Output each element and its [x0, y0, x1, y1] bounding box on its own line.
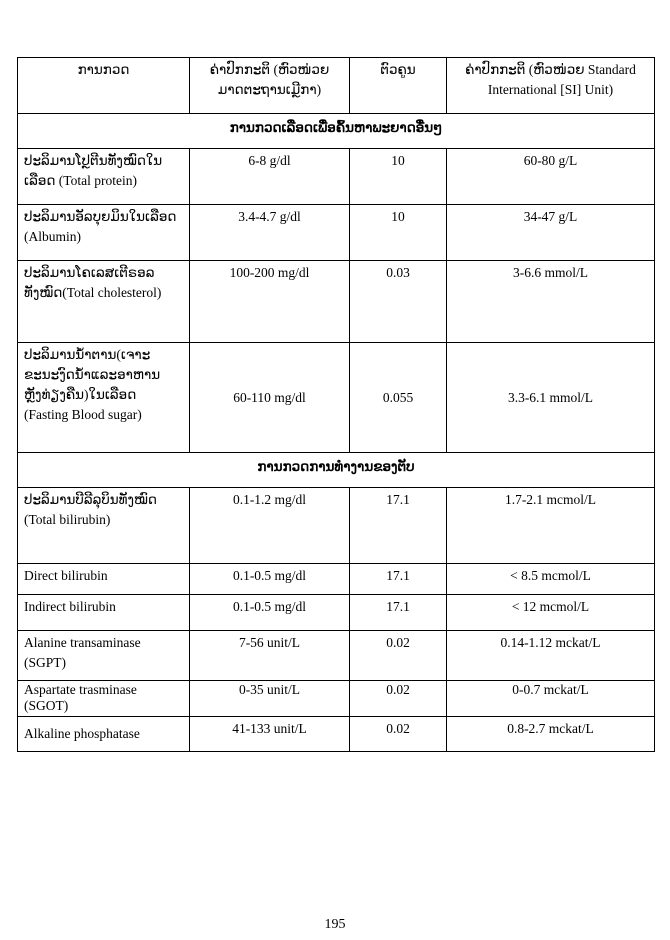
- si-value: 0.14-1.12 mckat/L: [447, 631, 655, 681]
- si-value: 34-47 g/L: [447, 205, 655, 261]
- header-test: ການກວດ: [18, 58, 190, 114]
- si-value: 0.8-2.7 mckat/L: [447, 717, 655, 752]
- lab-values-table: [17, 57, 655, 752]
- conversion-factor: 10: [350, 149, 447, 205]
- conversion-factor: 0.02: [350, 681, 447, 717]
- conventional-value: 0.1-1.2 mg/dl: [190, 488, 350, 564]
- conversion-factor: 10: [350, 205, 447, 261]
- test-name: Alanine transaminase (SGPT): [18, 631, 190, 681]
- si-value: < 8.5 mcmol/L: [447, 564, 655, 595]
- conventional-value: 100-200 mg/dl: [190, 261, 350, 343]
- si-value: 3.3-6.1 mmol/L: [447, 343, 655, 453]
- conventional-value: 3.4-4.7 g/dl: [190, 205, 350, 261]
- table-row: [18, 343, 655, 453]
- test-name: Direct bilirubin: [18, 564, 190, 595]
- table-row: [18, 595, 655, 631]
- table-row: [18, 261, 655, 343]
- test-name: Aspartate trasminase (SGOT): [18, 681, 190, 717]
- test-name: ປະລິມານໂຄເລສເຕີຣອລທັງໝົດ(Total cholesterol): [18, 261, 190, 343]
- table-row: [18, 488, 655, 564]
- si-value: 0-0.7 mckat/L: [447, 681, 655, 717]
- test-name-lao: ປະລິມານນໍ້າຕານ(ເຈາະຂະນະງົດນໍ້າແລະອາຫານຫຼັງທ່ຽງຄືນ)ໃນເລືອດ: [24, 347, 161, 402]
- conventional-value: 6-8 g/dl: [190, 149, 350, 205]
- conventional-value: 60-110 mg/dl: [190, 343, 350, 453]
- conventional-value: 0-35 unit/L: [190, 681, 350, 717]
- conversion-factor: 0.02: [350, 717, 447, 752]
- conversion-factor: 0.055: [350, 343, 447, 453]
- conventional-value: 0.1-0.5 mg/dl: [190, 595, 350, 631]
- conventional-value: 41-133 unit/L: [190, 717, 350, 752]
- test-name: [18, 488, 190, 564]
- header-si: ຄ່າປົກກະຕິ (ຫົວໜ່ວຍ Standard International [SI] Unit): [447, 58, 655, 114]
- conversion-factor: 0.03: [350, 261, 447, 343]
- test-name: Alkaline phosphatase: [18, 717, 190, 752]
- conversion-factor: 17.1: [350, 488, 447, 564]
- table-row: [18, 205, 655, 261]
- test-name: ປະລິມານໂປຼຕີນທັງໝົດໃນເລືອດ (Total protein): [18, 149, 190, 205]
- table-row: [18, 149, 655, 205]
- conversion-factor: 17.1: [350, 564, 447, 595]
- page-number: 195: [324, 917, 346, 932]
- test-name: Indirect bilirubin: [18, 595, 190, 631]
- test-name: [18, 343, 190, 453]
- table-row: [18, 564, 655, 595]
- section-title-liver-function: ການກວດການທໍາງານຂອງຕັບ: [18, 453, 655, 488]
- table-row: [18, 717, 655, 752]
- table-row: [18, 631, 655, 681]
- test-name-en: (Total bilirubin): [24, 512, 111, 527]
- header-conventional: ຄ່າປົກກະຕິ (ຫົວໜ່ວຍ ມາດຕະຖານເມຼີກາ): [190, 58, 350, 114]
- si-value: 1.7-2.1 mcmol/L: [447, 488, 655, 564]
- header-factor: ຕົວຄູນ: [350, 58, 447, 114]
- test-name: ປະລິມານອັລບຸຍມິນໃນເລືອດ (Albumin): [18, 205, 190, 261]
- table-row: [18, 681, 655, 717]
- conversion-factor: 17.1: [350, 595, 447, 631]
- conventional-value: 7-56 unit/L: [190, 631, 350, 681]
- test-name-lao: ປະລິມານບີລີລຸບິນທັງໝົດ: [24, 492, 157, 507]
- si-value: 60-80 g/L: [447, 149, 655, 205]
- section-row: [18, 453, 655, 488]
- section-row: [18, 114, 655, 149]
- si-value: < 12 mcmol/L: [447, 595, 655, 631]
- section-title-other-diseases: ການກວດເລືອດເພື່ອຄົ້ນຫາພະຍາດອື່ນໆ: [18, 114, 655, 149]
- conversion-factor: 0.02: [350, 631, 447, 681]
- test-name-en: (Fasting Blood sugar): [24, 407, 142, 422]
- conventional-value: 0.1-0.5 mg/dl: [190, 564, 350, 595]
- si-value: 3-6.6 mmol/L: [447, 261, 655, 343]
- header-row: [18, 58, 655, 114]
